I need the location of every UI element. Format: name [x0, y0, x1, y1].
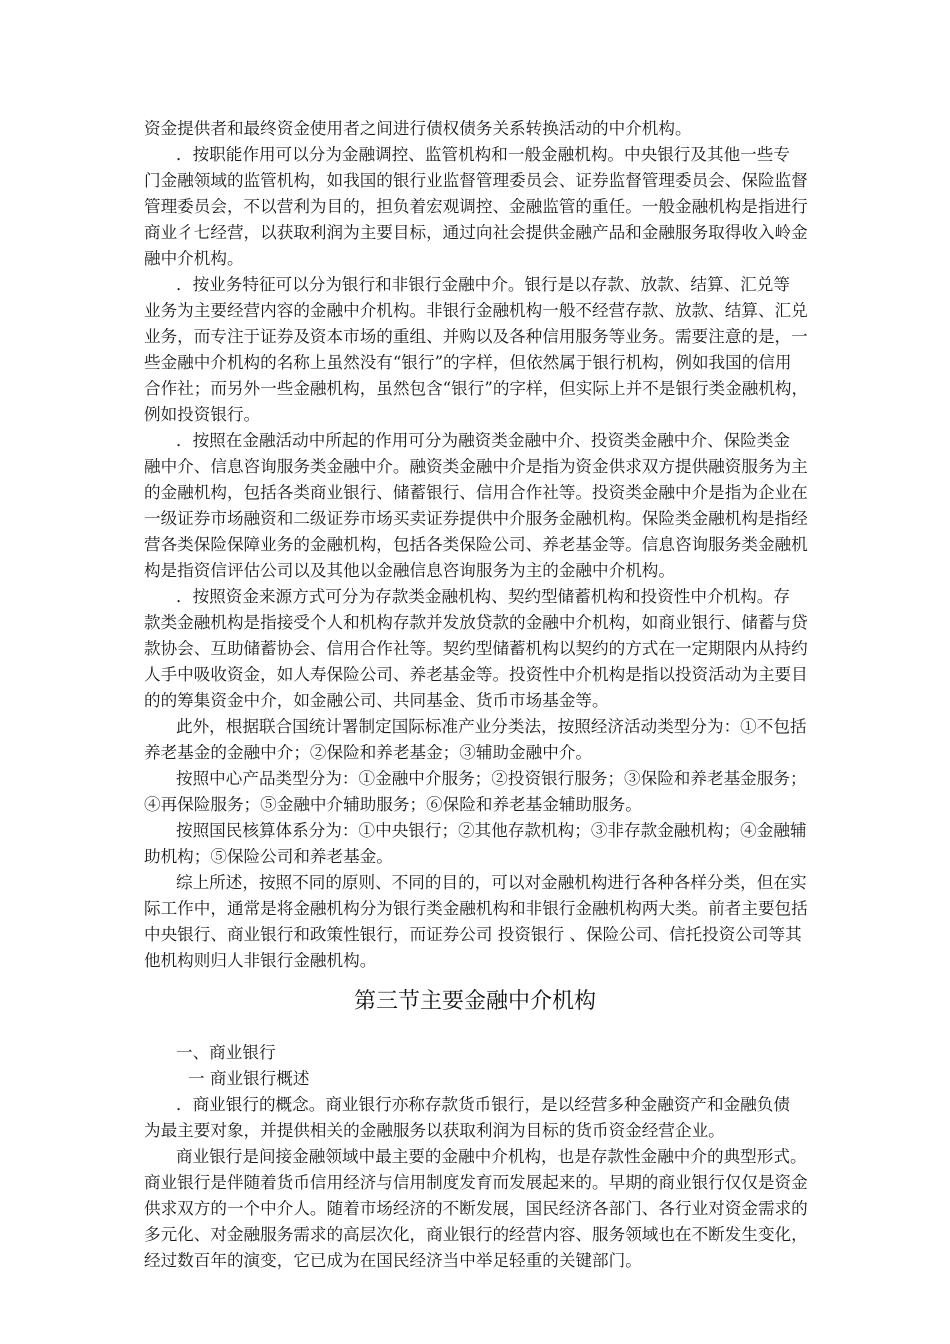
- paragraph-line: 的的筹集资金中介，如金融公司、共同基金、货币市场基金等。: [144, 691, 609, 710]
- paragraph-line: ．按照在金融活动中所起的作用可分为融资类金融中介、投资类金融中介、保险类金: [176, 431, 790, 450]
- subheading: 一、商业银行: [176, 1043, 276, 1062]
- subheading: 一 商业银行概述: [188, 1069, 310, 1088]
- paragraph-line: 例如投资银行。: [144, 405, 261, 424]
- paragraph-line: 按照中心产品类型分为：①金融中介服务；②投资银行服务；③保险和养老基金服务；: [176, 769, 807, 788]
- paragraph-line: ．按业务特征可以分为银行和非银行金融中介。银行是以存款、放款、结算、汇兑等: [176, 275, 790, 294]
- paragraph-line: 中央银行、商业银行和政策性银行，而证券公司 投资银行 、保险公司、信托投资公司等其: [144, 925, 802, 944]
- paragraph-line: 际工作中，通常是将金融机构分为银行类金融机构和非银行金融机构两大类。前者主要包括: [144, 899, 808, 918]
- paragraph-line: 商业银行是间接金融领域中最主要的金融中介机构，也是存款性金融中介的典型形式。: [176, 1147, 807, 1166]
- paragraph-line: 按照国民核算体系分为：①中央银行；②其他存款机构；③非存款金融机构；④金融辅: [176, 821, 807, 840]
- paragraph-line: 一级证券市场融资和二级证券市场买卖证券提供中介服务金融机构。保险类金融机构是指经: [144, 509, 808, 528]
- paragraph-line: 资金提供者和最终资金使用者之间进行债权债务关系转换活动的中介机构。: [144, 119, 692, 138]
- paragraph-line: 构是指资信评估公司以及其他以金融信息咨询服务为主的金融中介机构。: [144, 561, 675, 580]
- paragraph-line: 综上所述，按照不同的原则、不同的目的，可以对金融机构进行各种各样分类，但在实: [176, 873, 807, 892]
- paragraph-line: 合作社；而另外一些金融机构，虽然包含“银行”的字样，但实际上并不是银行类金融机构，: [144, 379, 809, 398]
- paragraph-line: 款类金融机构是指接受个人和机构存款并发放贷款的金融中介机构，如商业银行、储蓄与贷: [144, 613, 808, 632]
- paragraph-line: 此外，根据联合国统计署制定国际标准产业分类法，按照经济活动类型分为：①不包括: [176, 717, 807, 736]
- paragraph-line: ．按职能作用可以分为金融调控、监管机构和一般金融机构。中央银行及其他一些专: [176, 145, 790, 164]
- paragraph-line: 他机构则归人非银行金融机构。: [144, 951, 377, 970]
- paragraph-line: 为最主要对象，并提供相关的金融服务以获取利润为目标的货币资金经营企业。: [144, 1121, 725, 1140]
- paragraph-line: 人手中吸收资金，如人寿保险公司、养老基金等。投资性中介机构是指以投资活动为主要目: [144, 665, 808, 684]
- paragraph-line: ．按照资金来源方式可分为存款类金融机构、契约型储蓄机构和投资性中介机构。存: [176, 587, 790, 606]
- paragraph-line: 营各类保险保障业务的金融机构，包括各类保险公司、养老基金等。信息咨询服务类金融机: [144, 535, 808, 554]
- paragraph-line: 门金融领域的监管机构，如我国的银行业监督管理委员会、证券监督管理委员会、保险监督: [144, 171, 808, 190]
- paragraph-line: 商业银行是伴随着货币信用经济与信用制度发育而发展起来的。早期的商业银行仅仅是资金: [144, 1173, 808, 1192]
- paragraph-line: 管理委员会，不以营利为目的，担负着宏观调控、金融监管的重任。一般金融机构是指进行: [144, 197, 808, 216]
- paragraph-line: 多元化、对金融服务需求的高层次化，商业银行的经营内容、服务领域也在不断发生变化，: [144, 1225, 808, 1244]
- paragraph-line: 业务为主要经营内容的金融中介机构。非银行金融机构一般不经营存款、放款、结算、汇兑: [144, 301, 808, 320]
- paragraph-line: 的金融机构，包括各类商业银行、储蓄银行、信用合作社等。投资类金融中介是指为企业在: [144, 483, 808, 502]
- paragraph-line: 养老基金的金融中介；②保险和养老基金；③辅助金融中介。: [144, 743, 593, 762]
- paragraph-line: ．商业银行的概念。商业银行亦称存款货币银行，是以经营多种金融资产和金融负债: [176, 1095, 790, 1114]
- paragraph-line: 供求双方的一个中介人。随着市场经济的不断发展，国民经济各部门、各行业对资金需求的: [144, 1199, 808, 1218]
- paragraph-line: 经过数百年的演变，它已成为在国民经济当中举足轻重的关键部门。: [144, 1251, 642, 1270]
- paragraph-line: 融中介机构。: [144, 249, 244, 268]
- paragraph-line: ④再保险服务；⑤金融中介辅助服务；⑥保险和养老基金辅助服务。: [144, 795, 642, 814]
- paragraph-line: 款协会、互助储蓄协会、信用合作社等。契约型储蓄机构以契约的方式在一定期限内从持约: [144, 639, 808, 658]
- paragraph-line: 融中介、信息咨询服务类金融中介。融资类金融中介是指为资金供求双方提供融资服务为主: [144, 457, 808, 476]
- paragraph-line: 商业彳七经营，以获取利润为主要目标，通过向社会提供金融产品和金融服务取得收入岭金: [144, 223, 808, 242]
- paragraph-line: 些金融中介机构的名称上虽然没有“银行”的字样，但依然属于银行机构，例如我国的信用: [144, 353, 792, 372]
- paragraph-line: 助机构；⑤保险公司和养老基金。: [144, 847, 393, 866]
- paragraph-line: 业务，而专注于证券及资本市场的重组、并购以及各种信用服务等业务。需要注意的是，一: [144, 327, 808, 346]
- section-heading: 第三节主要金融中介机构: [353, 989, 596, 1014]
